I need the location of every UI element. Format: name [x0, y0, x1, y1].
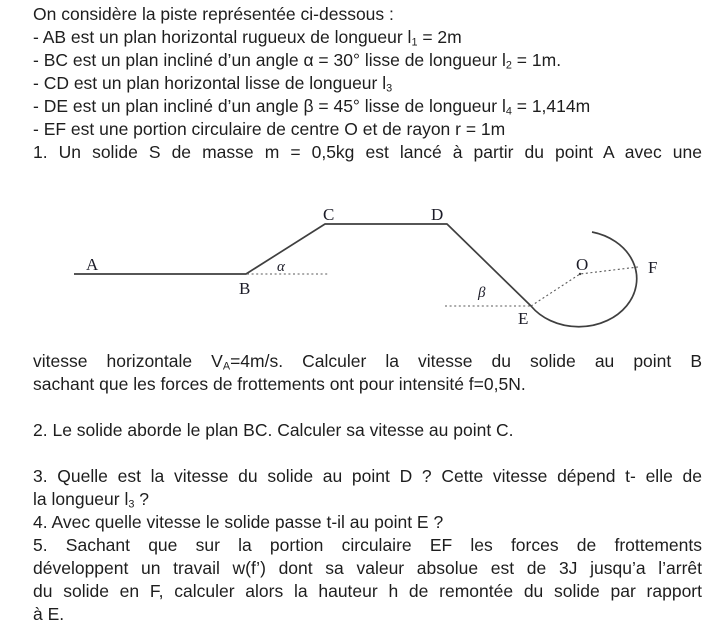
track-path [74, 224, 531, 306]
subscript: 1 [411, 36, 418, 49]
label-F: F [648, 258, 658, 277]
text-line [33, 488, 702, 511]
label-D: D [431, 205, 444, 224]
text-run: à E. [33, 604, 65, 624]
label-B: B [239, 279, 251, 298]
text-line [33, 442, 702, 465]
text-run: = 2m [417, 27, 462, 47]
text-run: 3. Quelle est la vitesse du solide au point D ? Cette vitesse dépend t- elle de [33, 466, 702, 486]
text-line [33, 580, 702, 603]
label-alpha: α [277, 259, 285, 275]
text-run: 2. Le solide aborde le plan BC. Calculer sa vitesse au point C. [33, 420, 514, 440]
text-run: ? [134, 489, 149, 509]
text-run: la longueur l [33, 489, 129, 509]
text-run: vitesse horizontale V [33, 351, 223, 371]
text-run: du solide en F, calculer alors la hauteur h de remontée du solide par rapport [33, 581, 702, 601]
text-run: développent un travail w(f’) dont sa valeur absolue est de 3J jusqu’a l’arrêt [33, 558, 702, 578]
text-run: On considère la piste représentée ci-dessous : [33, 4, 394, 24]
text-run: sachant que les forces de frottements ont pour intensité f=0,5N. [33, 374, 526, 394]
questions-block [33, 350, 702, 626]
text-run: = 1m. [511, 50, 562, 70]
text-run: = 1,414m [511, 96, 591, 116]
label-E: E [518, 309, 529, 328]
subscript: A [222, 360, 231, 373]
text-run: - AB est un plan horizontal rugueux de longueur l [33, 27, 412, 47]
subscript: 2 [505, 59, 512, 72]
text-line [33, 603, 702, 626]
text-run: 1. Un solide S de masse m = 0,5kg est lancé à partir du point A avec une [33, 142, 702, 162]
subscript: 4 [505, 105, 512, 118]
loop-arc [531, 232, 637, 327]
text-line [33, 419, 702, 442]
text-line [33, 373, 702, 396]
label-O: O [576, 255, 589, 274]
text-run: - EF est une portion circulaire de centre O et de rayon r = 1m [33, 119, 506, 139]
subscript: 3 [386, 82, 393, 95]
label-C: C [323, 205, 335, 224]
text-line [33, 557, 702, 580]
text-run: 4. Avec quelle vitesse le solide passe t-il au point E ? [33, 512, 444, 532]
text-run: - CD est un plan horizontal lisse de longueur l [33, 73, 387, 93]
text-line [33, 350, 702, 373]
text-run: - DE est un plan incliné d’un angle β = 45° lisse de longueur l [33, 96, 506, 116]
text-run: 5. Sachant que sur la portion circulaire EF les forces de frottements [33, 535, 702, 555]
text-run: =4m/s. Calculer la vitesse du solide au point B [230, 351, 702, 371]
text-line [33, 511, 702, 534]
text-line [33, 534, 702, 557]
text-line [33, 396, 702, 419]
text-line [33, 465, 702, 488]
subscript: 3 [128, 498, 135, 511]
text-run: - BC est un plan incliné d’un angle α = 30° lisse de longueur l [33, 50, 506, 70]
label-beta: β [478, 285, 486, 301]
label-A: A [86, 255, 99, 274]
